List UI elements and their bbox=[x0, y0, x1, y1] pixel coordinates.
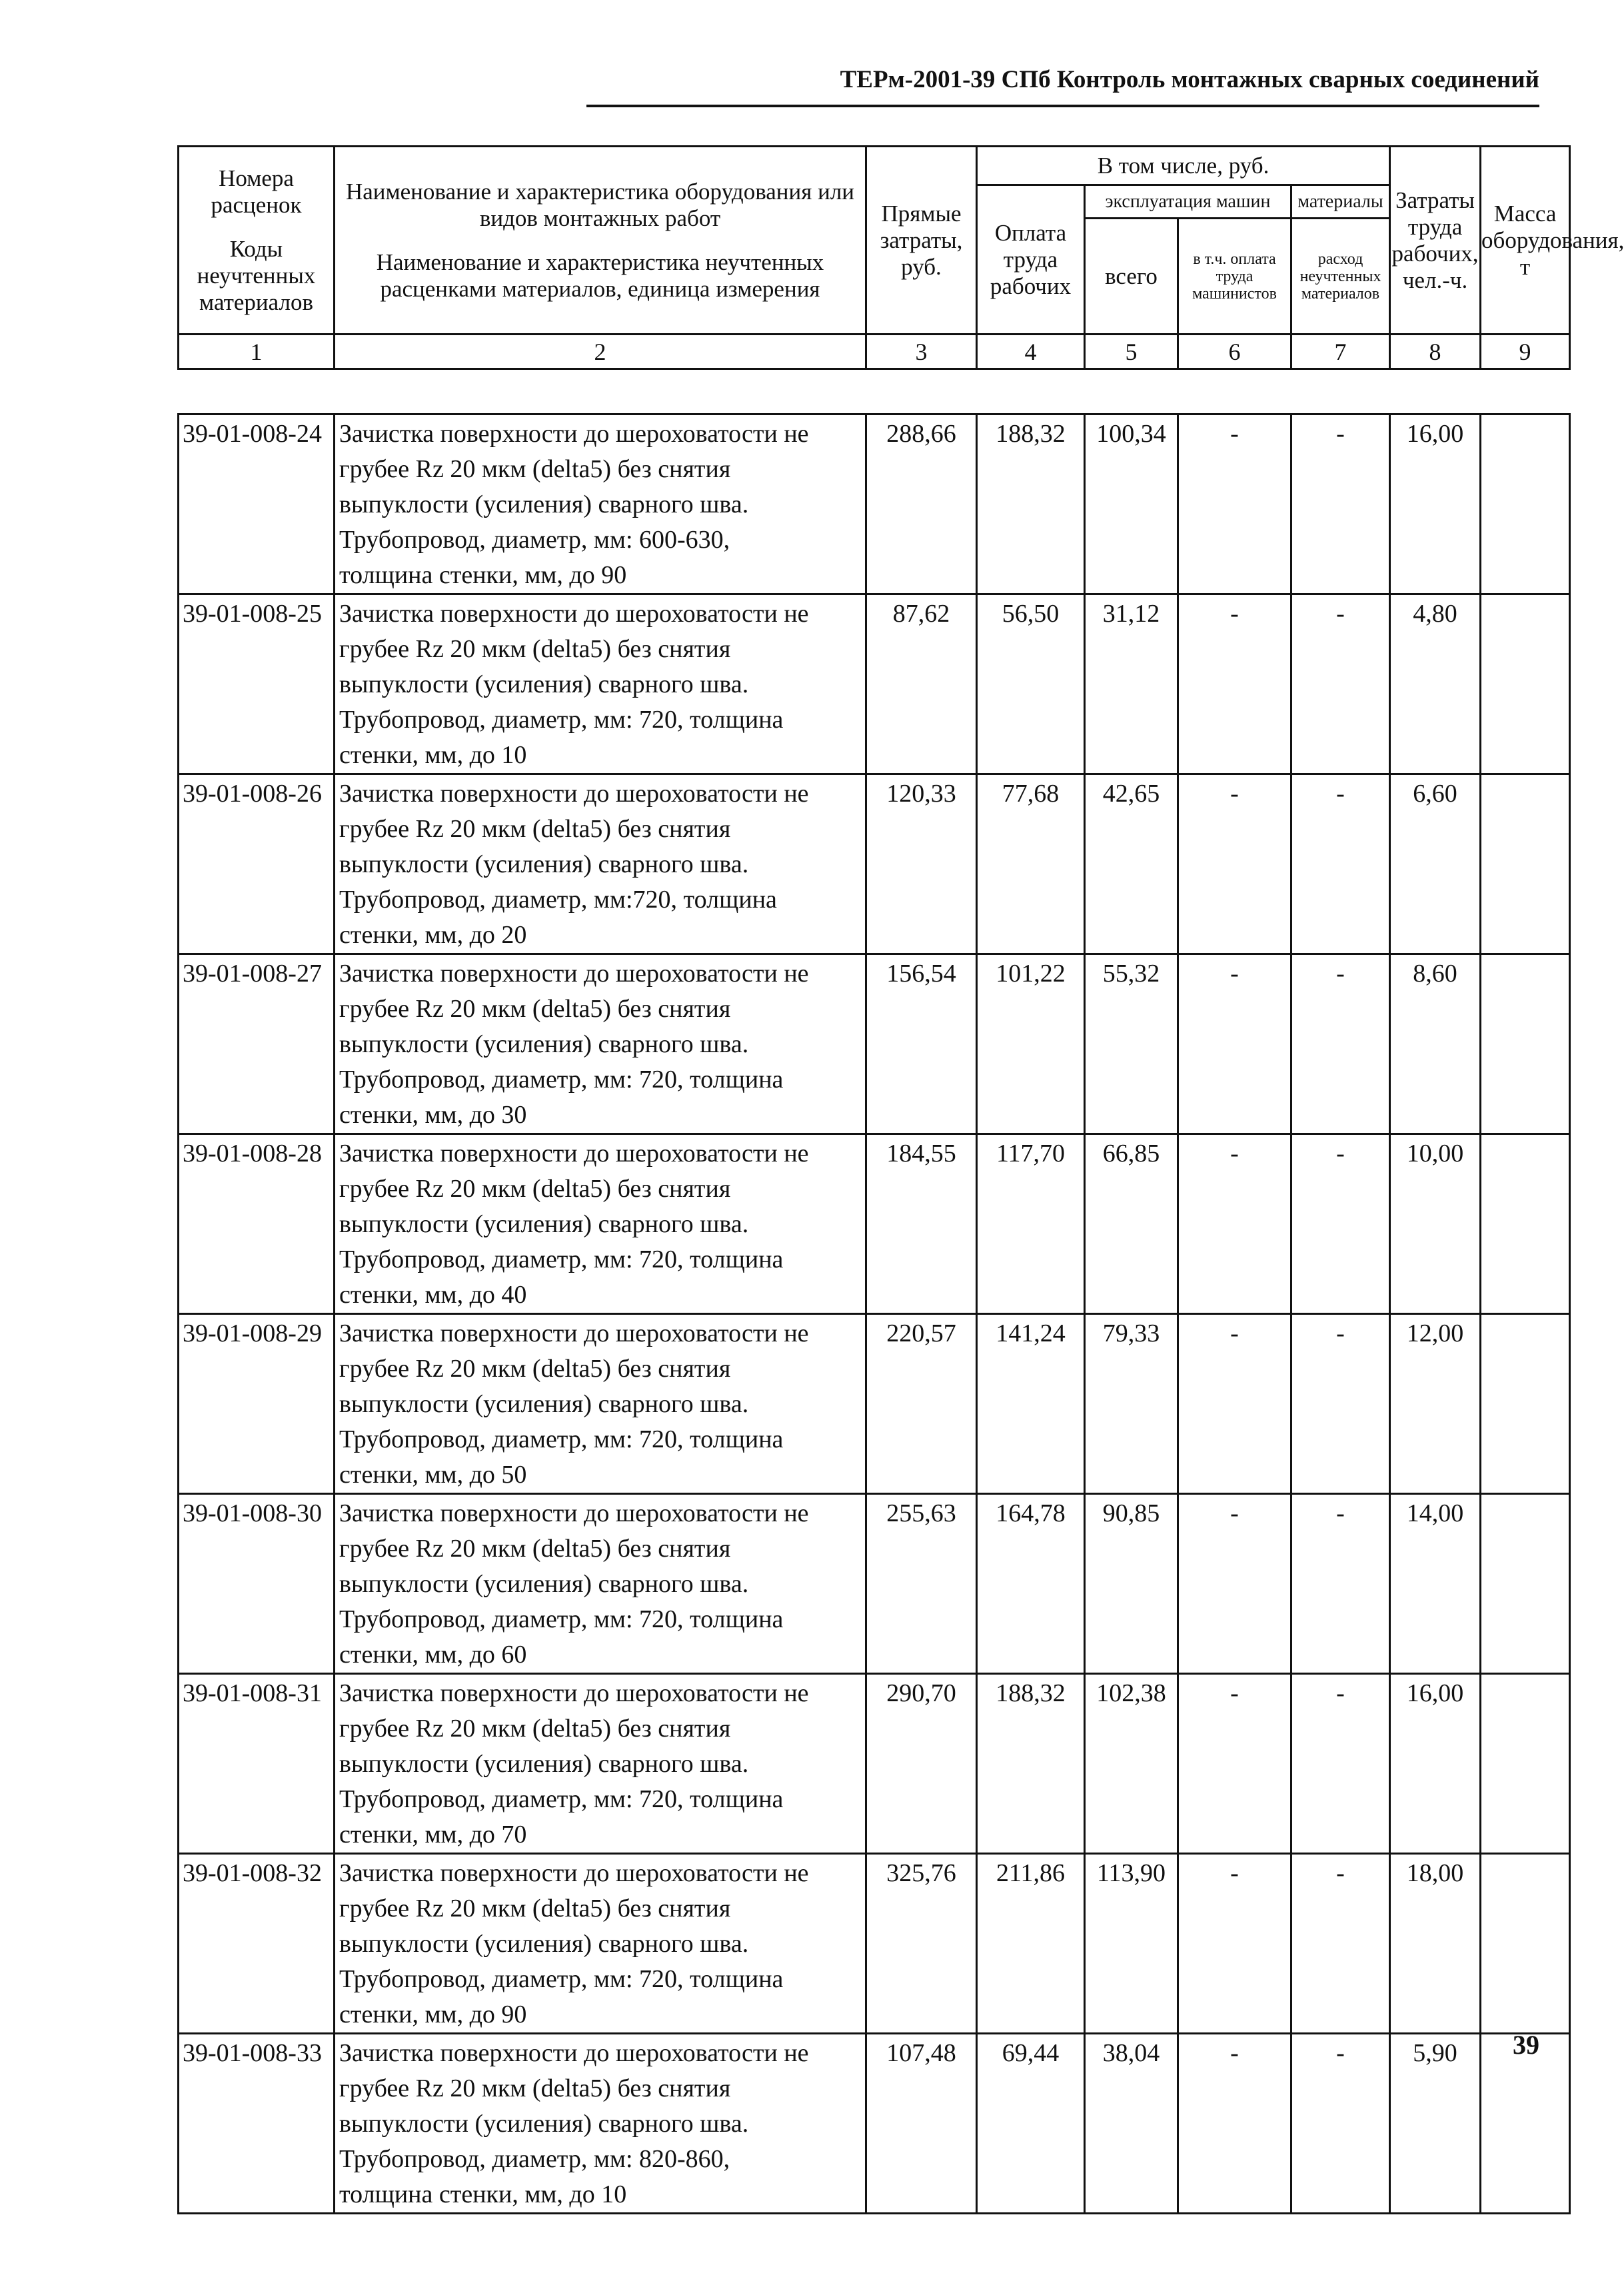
machines-total-cell: 100,34 bbox=[1085, 414, 1178, 594]
header-unaccounted-materials: расход неучтенных материалов bbox=[1291, 219, 1390, 335]
header-worker-wage: Оплата труда рабочих bbox=[977, 185, 1085, 335]
description-line: Зачистка поверхности до шероховатости не bbox=[339, 1140, 809, 1167]
header-equipment-mass: Масса оборудования, т bbox=[1481, 147, 1570, 335]
column-number: 2 bbox=[335, 335, 866, 369]
header-machines-total: всего bbox=[1085, 219, 1178, 335]
mass-cell bbox=[1481, 1494, 1570, 1674]
column-number: 8 bbox=[1390, 335, 1481, 369]
materials-cell: - bbox=[1291, 774, 1390, 954]
description-line: Зачистка поверхности до шероховатости не bbox=[339, 1499, 809, 1527]
description-line: выпуклости (усиления) сварного шва. bbox=[339, 2110, 749, 2138]
machinist-wage-cell: - bbox=[1178, 1314, 1291, 1494]
description-line: выпуклости (усиления) сварного шва. bbox=[339, 1750, 749, 1778]
direct-costs-cell: 288,66 bbox=[866, 414, 977, 594]
column-number: 6 bbox=[1178, 335, 1291, 369]
description-line: выпуклости (усиления) сварного шва. bbox=[339, 670, 749, 698]
direct-costs-cell: 255,63 bbox=[866, 1494, 977, 1674]
labor-costs-cell: 12,00 bbox=[1390, 1314, 1481, 1494]
page-header-title: ТЕРм-2001-39 СПб Контроль монтажных сварных соединений bbox=[840, 66, 1539, 93]
rate-code: 39-01-008-33 bbox=[179, 2034, 335, 2214]
header-labor-costs: Затраты труда рабочих, чел.-ч. bbox=[1390, 147, 1481, 335]
description-line: Трубопровод, диаметр, мм: 600-630, bbox=[339, 526, 730, 554]
description-line: выпуклости (усиления) сварного шва. bbox=[339, 850, 749, 878]
header-materials-group: материалы bbox=[1291, 185, 1390, 219]
materials-cell: - bbox=[1291, 954, 1390, 1134]
worker-wage-cell: 117,70 bbox=[977, 1134, 1085, 1314]
labor-costs-cell: 5,90 bbox=[1390, 2034, 1481, 2214]
mass-cell bbox=[1481, 1314, 1570, 1494]
description-line: стенки, мм, до 90 bbox=[339, 2000, 527, 2028]
table-row bbox=[179, 2034, 1570, 2214]
mass-cell bbox=[1481, 774, 1570, 954]
machinist-wage-cell: - bbox=[1178, 954, 1291, 1134]
rate-code: 39-01-008-29 bbox=[179, 1314, 335, 1494]
description-line: Трубопровод, диаметр, мм: 720, толщина bbox=[339, 1066, 784, 1094]
table-row bbox=[179, 774, 1570, 954]
machinist-wage-cell: - bbox=[1178, 1674, 1291, 1854]
rate-description bbox=[335, 414, 866, 594]
description-line: грубее Rz 20 мкм (delta5) без снятия bbox=[339, 2074, 731, 2102]
worker-wage-cell: 77,68 bbox=[977, 774, 1085, 954]
header-cell-description bbox=[335, 147, 866, 335]
machines-total-cell: 38,04 bbox=[1085, 2034, 1178, 2214]
rate-code: 39-01-008-31 bbox=[179, 1674, 335, 1854]
description-line: толщина стенки, мм, до 90 bbox=[339, 561, 627, 589]
machinist-wage-cell: - bbox=[1178, 774, 1291, 954]
labor-costs-cell: 14,00 bbox=[1390, 1494, 1481, 1674]
description-line: Трубопровод, диаметр, мм: 720, толщина bbox=[339, 1965, 784, 1993]
description-line: выпуклости (усиления) сварного шва. bbox=[339, 1030, 749, 1058]
description-line: грубее Rz 20 мкм (delta5) без снятия bbox=[339, 1175, 731, 1203]
description-line: грубее Rz 20 мкм (delta5) без снятия bbox=[339, 455, 731, 483]
labor-costs-cell: 18,00 bbox=[1390, 1854, 1481, 2034]
header-machinist-wage: в т.ч. оплата труда машинистов bbox=[1178, 219, 1291, 335]
header-including-group: В том числе, руб. bbox=[977, 147, 1390, 185]
description-line: Трубопровод, диаметр, мм: 720, толщина bbox=[339, 1425, 784, 1453]
table-row bbox=[179, 1494, 1570, 1674]
description-line: выпуклости (усиления) сварного шва. bbox=[339, 1570, 749, 1598]
table-header bbox=[177, 145, 1624, 370]
column-number: 1 bbox=[179, 335, 335, 369]
rate-code: 39-01-008-28 bbox=[179, 1134, 335, 1314]
rate-description bbox=[335, 1494, 866, 1674]
description-line: стенки, мм, до 50 bbox=[339, 1461, 527, 1489]
rate-description bbox=[335, 594, 866, 774]
description-line: Зачистка поверхности до шероховатости не bbox=[339, 1859, 809, 1887]
description-line: грубее Rz 20 мкм (delta5) без снятия bbox=[339, 1355, 731, 1383]
header-machines-group: эксплуатация машин bbox=[1085, 185, 1291, 219]
mass-cell bbox=[1481, 1854, 1570, 2034]
table-row bbox=[179, 954, 1570, 1134]
column-number: 5 bbox=[1085, 335, 1178, 369]
description-line: Трубопровод, диаметр, мм: 720, толщина bbox=[339, 1785, 784, 1813]
machines-total-cell: 42,65 bbox=[1085, 774, 1178, 954]
rate-code: 39-01-008-30 bbox=[179, 1494, 335, 1674]
header-rule bbox=[586, 105, 1539, 107]
labor-costs-cell: 4,80 bbox=[1390, 594, 1481, 774]
direct-costs-cell: 290,70 bbox=[866, 1674, 977, 1854]
mass-cell bbox=[1481, 2034, 1570, 2214]
machinist-wage-cell: - bbox=[1178, 414, 1291, 594]
machines-total-cell: 102,38 bbox=[1085, 1674, 1178, 1854]
direct-costs-cell: 107,48 bbox=[866, 2034, 977, 2214]
rate-description bbox=[335, 1314, 866, 1494]
description-line: Зачистка поверхности до шероховатости не bbox=[339, 1679, 809, 1707]
description-line: Зачистка поверхности до шероховатости не bbox=[339, 960, 809, 988]
mass-cell bbox=[1481, 594, 1570, 774]
description-line: Зачистка поверхности до шероховатости не bbox=[339, 1319, 809, 1347]
description-line: стенки, мм, до 20 bbox=[339, 921, 527, 949]
description-line: Зачистка поверхности до шероховатости не bbox=[339, 2039, 809, 2067]
header-direct-costs: Прямые затраты, руб. bbox=[866, 147, 977, 335]
rate-code: 39-01-008-26 bbox=[179, 774, 335, 954]
direct-costs-cell: 184,55 bbox=[866, 1134, 977, 1314]
header-material-description-label: Наименование и характеристика неучтенных расценками материалов, единица измерения bbox=[376, 249, 824, 302]
description-line: Зачистка поверхности до шероховатости не bbox=[339, 780, 809, 808]
materials-cell: - bbox=[1291, 1134, 1390, 1314]
machines-total-cell: 55,32 bbox=[1085, 954, 1178, 1134]
direct-costs-cell: 156,54 bbox=[866, 954, 977, 1134]
header-work-description-label: Наименование и характеристика оборудования или видов монтажных работ bbox=[345, 178, 855, 231]
description-line: Трубопровод, диаметр, мм: 720, толщина bbox=[339, 1245, 784, 1273]
description-line: Трубопровод, диаметр, мм: 820-860, bbox=[339, 2145, 730, 2173]
header-rates-label: Номера расценок bbox=[211, 165, 302, 218]
description-line: выпуклости (усиления) сварного шва. bbox=[339, 1930, 749, 1958]
description-line: грубее Rz 20 мкм (delta5) без снятия bbox=[339, 1535, 731, 1563]
worker-wage-cell: 164,78 bbox=[977, 1494, 1085, 1674]
machines-total-cell: 79,33 bbox=[1085, 1314, 1178, 1494]
labor-costs-cell: 16,00 bbox=[1390, 1674, 1481, 1854]
rate-code: 39-01-008-25 bbox=[179, 594, 335, 774]
rate-description bbox=[335, 774, 866, 954]
column-number: 4 bbox=[977, 335, 1085, 369]
rate-description bbox=[335, 954, 866, 1134]
header-material-codes-label: Коды неучтенных материалов bbox=[197, 235, 316, 315]
machinist-wage-cell: - bbox=[1178, 1854, 1291, 2034]
machinist-wage-cell: - bbox=[1178, 1134, 1291, 1314]
column-number: 7 bbox=[1291, 335, 1390, 369]
materials-cell: - bbox=[1291, 594, 1390, 774]
materials-cell: - bbox=[1291, 1674, 1390, 1854]
table-row bbox=[179, 1314, 1570, 1494]
rates-table bbox=[177, 413, 1571, 2214]
header-cell-codes bbox=[179, 147, 335, 335]
column-number: 9 bbox=[1481, 335, 1570, 369]
labor-costs-cell: 8,60 bbox=[1390, 954, 1481, 1134]
description-line: Зачистка поверхности до шероховатости не bbox=[339, 420, 809, 448]
worker-wage-cell: 56,50 bbox=[977, 594, 1085, 774]
table-row bbox=[179, 1854, 1570, 2034]
description-line: толщина стенки, мм, до 10 bbox=[339, 2180, 627, 2208]
description-line: стенки, мм, до 40 bbox=[339, 1281, 527, 1309]
machines-total-cell: 31,12 bbox=[1085, 594, 1178, 774]
column-number: 3 bbox=[866, 335, 977, 369]
description-line: грубее Rz 20 мкм (delta5) без снятия bbox=[339, 1895, 731, 1922]
rate-description bbox=[335, 1854, 866, 2034]
mass-cell bbox=[1481, 414, 1570, 594]
description-line: выпуклости (усиления) сварного шва. bbox=[339, 1390, 749, 1418]
machinist-wage-cell: - bbox=[1178, 1494, 1291, 1674]
description-line: стенки, мм, до 60 bbox=[339, 1641, 527, 1669]
table-row bbox=[179, 1134, 1570, 1314]
description-line: Трубопровод, диаметр, мм:720, толщина bbox=[339, 886, 777, 914]
machinist-wage-cell: - bbox=[1178, 594, 1291, 774]
description-line: Зачистка поверхности до шероховатости не bbox=[339, 600, 809, 628]
description-line: Трубопровод, диаметр, мм: 720, толщина bbox=[339, 706, 784, 734]
header-column-numbers bbox=[179, 335, 1570, 369]
table-row bbox=[179, 1674, 1570, 1854]
mass-cell bbox=[1481, 1134, 1570, 1314]
description-line: выпуклости (усиления) сварного шва. bbox=[339, 1210, 749, 1238]
worker-wage-cell: 101,22 bbox=[977, 954, 1085, 1134]
machinist-wage-cell: - bbox=[1178, 2034, 1291, 2214]
mass-cell bbox=[1481, 1674, 1570, 1854]
description-line: стенки, мм, до 10 bbox=[339, 741, 527, 769]
machines-total-cell: 113,90 bbox=[1085, 1854, 1178, 2034]
worker-wage-cell: 141,24 bbox=[977, 1314, 1085, 1494]
description-line: выпуклости (усиления) сварного шва. bbox=[339, 490, 749, 518]
machines-total-cell: 90,85 bbox=[1085, 1494, 1178, 1674]
materials-cell: - bbox=[1291, 1494, 1390, 1674]
direct-costs-cell: 220,57 bbox=[866, 1314, 977, 1494]
rate-code: 39-01-008-32 bbox=[179, 1854, 335, 2034]
worker-wage-cell: 69,44 bbox=[977, 2034, 1085, 2214]
description-line: стенки, мм, до 30 bbox=[339, 1101, 527, 1129]
rate-description bbox=[335, 2034, 866, 2214]
description-line: стенки, мм, до 70 bbox=[339, 1821, 527, 1849]
rate-code: 39-01-008-24 bbox=[179, 414, 335, 594]
worker-wage-cell: 211,86 bbox=[977, 1854, 1085, 2034]
materials-cell: - bbox=[1291, 2034, 1390, 2214]
labor-costs-cell: 6,60 bbox=[1390, 774, 1481, 954]
table-row bbox=[179, 594, 1570, 774]
worker-wage-cell: 188,32 bbox=[977, 414, 1085, 594]
description-line: грубее Rz 20 мкм (delta5) без снятия bbox=[339, 995, 731, 1023]
description-line: грубее Rz 20 мкм (delta5) без снятия bbox=[339, 1715, 731, 1743]
machines-total-cell: 66,85 bbox=[1085, 1134, 1178, 1314]
rate-code: 39-01-008-27 bbox=[179, 954, 335, 1134]
direct-costs-cell: 120,33 bbox=[866, 774, 977, 954]
materials-cell: - bbox=[1291, 414, 1390, 594]
rate-description bbox=[335, 1674, 866, 1854]
description-line: грубее Rz 20 мкм (delta5) без снятия bbox=[339, 635, 731, 663]
materials-cell: - bbox=[1291, 1314, 1390, 1494]
labor-costs-cell: 10,00 bbox=[1390, 1134, 1481, 1314]
description-line: Трубопровод, диаметр, мм: 720, толщина bbox=[339, 1605, 784, 1633]
page-number: 39 bbox=[1513, 2030, 1539, 2060]
labor-costs-cell: 16,00 bbox=[1390, 414, 1481, 594]
worker-wage-cell: 188,32 bbox=[977, 1674, 1085, 1854]
description-line: грубее Rz 20 мкм (delta5) без снятия bbox=[339, 815, 731, 843]
table-row bbox=[179, 414, 1570, 594]
direct-costs-cell: 87,62 bbox=[866, 594, 977, 774]
materials-cell: - bbox=[1291, 1854, 1390, 2034]
direct-costs-cell: 325,76 bbox=[866, 1854, 977, 2034]
rate-description bbox=[335, 1134, 866, 1314]
mass-cell bbox=[1481, 954, 1570, 1134]
